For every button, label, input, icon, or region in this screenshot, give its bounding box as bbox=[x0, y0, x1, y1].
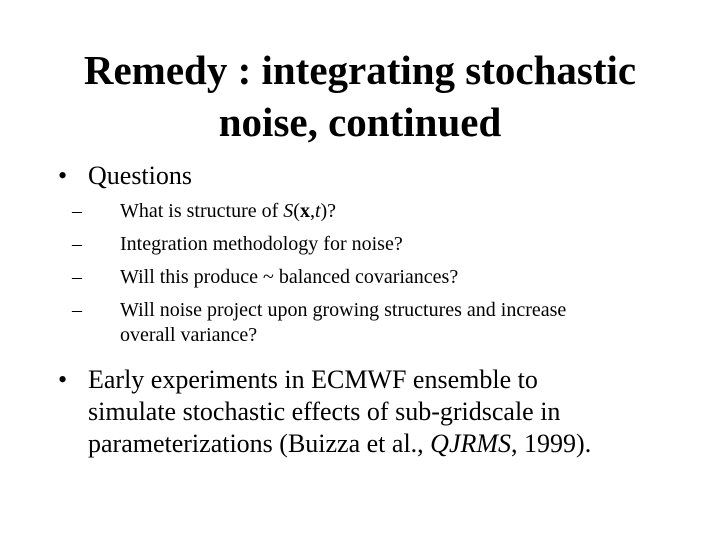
sub-bullet-text: Integration methodology for noise? bbox=[120, 233, 403, 255]
journal-name: QJRMS bbox=[430, 429, 512, 458]
sub-bullet-line-1: Will noise project upon growing structures and increase bbox=[120, 299, 567, 321]
text-segment: , bbox=[309, 200, 315, 222]
text-segment: parameterizations (Buizza et al., bbox=[88, 429, 431, 458]
bullet-icon: • bbox=[58, 161, 68, 190]
bullet-line-3 bbox=[88, 428, 678, 460]
dash-icon: – bbox=[72, 266, 82, 288]
title-line-1: Remedy : integrating stochastic bbox=[83, 47, 637, 93]
italic-s: S bbox=[283, 200, 294, 222]
bullet-ecmwf bbox=[58, 364, 678, 460]
text-segment: What is structure of bbox=[120, 200, 284, 222]
dash-icon: – bbox=[72, 299, 82, 321]
sub-bullet-text bbox=[120, 200, 336, 222]
sub-bullet-variance bbox=[72, 298, 678, 348]
sub-bullet-list bbox=[72, 199, 678, 348]
sub-bullet-line-2: overall variance? bbox=[120, 324, 258, 346]
dash-icon: – bbox=[72, 233, 82, 255]
bullet-icon: • bbox=[58, 365, 68, 394]
sub-bullet-integration bbox=[72, 232, 678, 257]
sub-bullet-structure bbox=[72, 199, 678, 224]
bold-x: x bbox=[299, 200, 310, 222]
italic-t: t bbox=[314, 200, 321, 222]
bullet-line-2: simulate stochastic effects of sub-gridscale in bbox=[88, 397, 561, 426]
dash-icon: – bbox=[72, 200, 82, 222]
text-segment: )? bbox=[320, 200, 337, 222]
bullet-list bbox=[58, 160, 678, 460]
bullet-text: Questions bbox=[88, 161, 192, 190]
sub-bullet-covariances bbox=[72, 265, 678, 290]
bullet-questions bbox=[58, 160, 678, 192]
sub-bullet-text: Will this produce ~ balanced covariances? bbox=[120, 266, 459, 288]
bullet-line-1: Early experiments in ECMWF ensemble to bbox=[88, 365, 538, 394]
slide-title bbox=[30, 44, 690, 148]
title-line-2: noise, continued bbox=[218, 99, 502, 145]
text-segment: ( bbox=[293, 200, 300, 222]
text-segment: , 1999). bbox=[511, 429, 592, 458]
